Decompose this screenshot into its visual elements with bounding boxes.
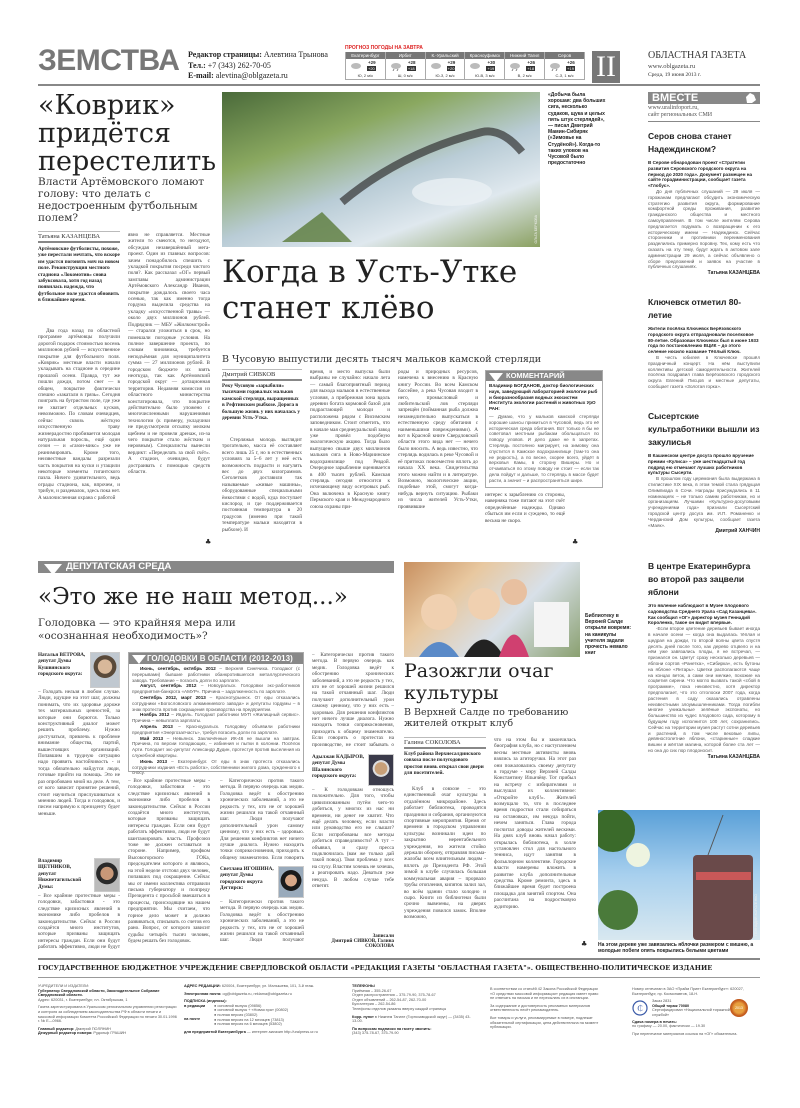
deadline-label: Сдача номера в печать:	[632, 1019, 677, 1024]
speaker-vetrova	[38, 652, 120, 843]
speaker-name: Адылжан КАДЫРОВ,	[312, 754, 365, 760]
news-lead: Это явление наблюдают в Музее плодового садоводства Среднего Урала «Сад Казанцева». Как сообщил «ОГ» директор музея Геннадий Короленко, такое он видит впервые.	[648, 603, 757, 626]
recorded-by	[312, 934, 394, 949]
library-photo-caption: Библиотеку в Верхней Салде открыли вовремя: на каникулы учителя задали прочесть немало книг	[585, 613, 632, 657]
rain-cloud-icon	[390, 62, 402, 71]
igoshina-text-top	[220, 778, 304, 860]
hunger-strikes-title: ГОЛОДОВКИ В ОБЛАСТИ (2012-2013)	[147, 654, 293, 663]
vmeste-site-desc: сайт региональных СМИ	[648, 112, 713, 118]
hunger-strike-text: – Ивдель. Голодают работники МУП «Жилищный сервис». Причина – невыплата зарплаты.	[132, 712, 300, 724]
header-rule	[38, 84, 760, 86]
vmeste-rubric	[648, 92, 760, 104]
circulation: Общий тираж 70080	[652, 1003, 690, 1008]
footer-email-label: Электронная почта:	[184, 991, 222, 996]
footer-banner-rule	[38, 977, 760, 978]
circulation-seal-icon	[632, 999, 648, 1017]
duty-editor: Рудольф ГРАШИН	[93, 1031, 127, 1036]
svg-text:₵: ₵	[637, 1004, 643, 1014]
subscription-label: ПОДПИСКА (индексы):	[184, 999, 227, 1004]
speaker-name: Владимир ЩЕТНИКОВ,	[38, 858, 72, 871]
hunger-strike-date: Апрель 2013	[140, 723, 173, 729]
portrait-shchetnikov	[94, 858, 120, 892]
sub-question-label: По вопросам подписки на газету звонить:	[352, 1026, 432, 1031]
tower-and-leaves-illustration	[598, 810, 760, 940]
sterlyad-title: Когда в Усть-Утке станет клёво	[222, 254, 518, 326]
paper-info	[648, 50, 793, 78]
weather-night-temp: +18	[407, 66, 415, 71]
news-item	[648, 410, 760, 534]
order-number: Заказ 2831	[652, 999, 672, 1004]
news-lead: В Кашинском центре досуга прошло вручение премии «Кулиса» – уже шестнадцатый год подряд ею отмечают лучших работников культуры Сысерти.	[648, 453, 754, 476]
news-title: В центре Екатеринбурга во второй раз зацвели яблони	[648, 561, 751, 597]
section-title: ЗЕМСТВА	[38, 44, 180, 77]
speaker-role: депутат Нижнетагильской Думы:	[38, 870, 82, 890]
weather-city	[505, 52, 545, 79]
speaker-igoshina	[220, 866, 304, 943]
vmeste-label: ВМЕСТЕ	[652, 92, 699, 104]
hunger-strike-item	[132, 695, 300, 712]
apple-caption: На этом дереве уже завязались яблочки размером с вишню, а молодые побеги опять покрылись белыми цветами	[598, 942, 754, 955]
sterlyad-col1: Стерляжья молодь выглядит трогательно, масса её составляет всего лишь 25 г, но в естественных условиях за 5–6 лет у неё есть возможность подрасти и нагулять вес до двух килограммов. Сеголетков доставили так называемые «живые машины», оборудованные специальными ёмкостями с водой, куда поступает кислород и где поддерживается постоянная температура в 20 градусов (именно при такой температуре мальки находятся в рыбхозе). И	[222, 437, 302, 533]
speaker-name: Наталья ВЕТРОВА,	[38, 652, 86, 658]
subscription-index: основной выпуск + «Новая эра» (00802)	[217, 1008, 289, 1013]
hunger-strike-item	[132, 736, 300, 759]
rain-cloud-icon	[509, 62, 521, 71]
speaker-kadyrov	[312, 754, 394, 903]
award-seal-icon	[730, 999, 748, 1017]
kadyrov-intro-column	[312, 652, 394, 748]
duty-editor-label: Дежурный редактор номера:	[38, 1031, 93, 1036]
deputy-rubric	[38, 561, 394, 573]
hunger-strike-item	[132, 683, 300, 695]
weather-wind: Ю, 2 м/с	[357, 73, 374, 78]
weather-wind: Ю-В, 3 м/с	[475, 73, 495, 78]
phone-label: Тел.:	[188, 60, 206, 70]
weather-city-name: Ирбит	[386, 52, 425, 59]
cloud-icon	[350, 62, 362, 71]
sterlyad-lead: Реку Чусовую «зарыбили» тысячами годовалых мальков камской стерляди, выращенных в Рефтинском рыбхозе. Дорога в большую жизнь у них началась у деревни Усть-Утка.	[222, 383, 300, 422]
sub-post-label: на почте	[184, 1017, 201, 1022]
weather-city-name: Красноуфимск	[465, 52, 504, 59]
address: 620004, Екатеринбург, ул. Малышева, 101, 3-й этаж.	[221, 984, 315, 988]
hunger-strike-text: – Верхняя Синячиха. Голодают (с перерывами) бывшие работники обанкротившегося металлургического завода. Требование – погасить долги по зарплате.	[132, 666, 300, 683]
sub-question-phones: (343) 375-78-67, 375-79-90	[352, 1031, 399, 1036]
footer-print	[632, 987, 760, 1036]
news-item	[648, 296, 760, 390]
hunger-strike-text: – Красноуральск. Голодовку объявили работники предприятия «Энергозапчасть», требуя погасить долги по зарплате.	[132, 723, 300, 735]
weather-city	[426, 52, 466, 79]
weather-city-name: Нижний Тагил	[505, 52, 544, 59]
paper-site[interactable]: www.oblgazeta.ru	[648, 63, 696, 70]
hunger-strike-item	[132, 759, 300, 776]
founders-address: Адрес: 620031, г. Екатеринбург, пл. Октябрьская, 1	[38, 997, 128, 1002]
comment-text: — Думаю, что у мальков камской стерляди хорошие шансы прижиться в Чусовой, ведь это её историческая среда обитания. Вот только я бы не советовал местным рыбакам обольщаться по поводу уловов. И дело даже не в запретах. Стерлядь постоянно мигрирует, на зимовку она спустится в Камское водохранилище (там-то она не редкость), а по весне, скорее всего, уйдёт в верховья Камы, в сторону Вишеры. Но и отчаиваться по этому поводу не стоит — если так дела пойдут и дальше, то стерлядь в массе будет расти, а значит – и распространяться шире.	[489, 413, 599, 483]
corr: в Нижнем Тагиле (Горнозаводской округ) — (3435) 43-13-00.	[352, 1014, 471, 1024]
footer-legal	[490, 987, 600, 1030]
end-mark-icon: ♣	[572, 538, 579, 546]
kovrik-title: «Коврик» придётся перестелить	[38, 90, 217, 177]
news-text: До дня публичных слушаний — 29 июля — горожанам предлагают обсудить экономическую стратегию развития округа, формирование комфортной среды проживания, развитие гражданского общества и местного самоуправления. В том числе жителям Серова предлагается подумать о возвращении к его историческому имени — Надеждинск. Сейчас сторонники и противники переименования разделились примерно поровну. Тех, кому есть что сказать на эту тему, будут ждать в актовом зале администрации 29 июля, а сейчас объявлено о сборе предложений и заявок на участие в публичных слушаниях.	[648, 188, 760, 270]
phone: +7 (343) 262-70-05	[207, 60, 271, 70]
hunger-strike-date: Август, сентябрь 2012	[140, 683, 197, 689]
paper-name: ОБЛАСТНАЯ ГАЗЕТА	[648, 50, 747, 61]
hunger-strikes-box	[128, 652, 304, 776]
hunger-strike-text: – Новоуральск. Голодовки экс-работников предприятия-банкрота «АМУР». Причина – задолженность по зарплате.	[132, 683, 300, 695]
weather-title: ПРОГНОЗ ПОГОДЫ НА ЗАВТРА	[345, 45, 423, 51]
issue-date: Среда, 19 июня 2013 г.	[648, 72, 701, 78]
fish-photo	[222, 92, 540, 247]
sterlyad-col4: интерес к зарыблению со стороны, наверняка тоже питают на этот счёт определённые надежды. Однако сбыться им если и суждено, то ещё весьма не скоро.	[485, 492, 565, 524]
news-author: Дмитрий ХАНЧИН	[715, 528, 760, 535]
weather-night-temp: +18	[527, 66, 535, 71]
news-text: В прошлом году церемония была выдержана в стилистике XIX века, в этом темой стала грядущая Олимпиада в Сочи. Награды присуждались в 11 номинациях – не только самим работникам, но и организациям. Лучшими «Культурно-досуговыми учреждениями года» признали Сысертский городской центр досуга им. И.П. Романенко и Черданский Дом культуры, сообщает газета «Маяк».	[648, 476, 760, 528]
deputy-title: «Это же не наш метод...»	[38, 584, 348, 610]
bullet-icon: ●	[214, 1017, 218, 1022]
subscription-index: полная версия на 12 месяцев (73813)	[217, 1017, 284, 1022]
weather-city-name: Серов	[545, 52, 584, 59]
portrait-kadyrov	[368, 754, 394, 786]
weather-wind: В, 2 м/с	[517, 73, 532, 78]
chief-editor: Дмитрий ПОЛЯНИН	[75, 1026, 111, 1031]
phones-label: ТЕЛЕФОНЫ	[352, 984, 375, 988]
weather-night-temp: +19	[567, 66, 574, 71]
weather-day-temp: +29	[447, 60, 456, 65]
salda-col2: что на этом бы и закончилась биография клуба, но с наступлением весны местные активисты вновь взялись за агиторучки. На этот раз они пожаловались своему депутату в гордуме - мэру Верхней Салды Константину Ильичёву. Тот прибыл на встречу с избирателями и выслушал их коллективное: «Откройте клуб!». Жителей возмущало то, что в последнее время подростки стали собираться на остановках, им некуда пойти, нечем заняться. Глава города посчитал доводы жителей вескими. На днях клуб вновь начал работу: открылась библиотека, в холле установлен стол для настольного тенниса, идут занятия в фольклорном коллективе. Городские власти намерены вложить в развитие клуба дополнительные средства. Кроме ремонта, здесь в ближайшее время будет построена площадка для занятий спортом. Она рассчитана на подростковую аудиторию.	[494, 737, 576, 910]
legal-2: За содержание и достоверность рекламных материалов ответственность несёт рекламодатель.	[490, 1003, 591, 1013]
legal-1: В соответствии со статьёй 42 Закона Российской Федерации «О средствах массовой информации» редакция имеет право не отвечать на письма и не пересылать их в инстанции.	[490, 987, 599, 1001]
reprint-notice: При перепечатке материалов ссылка на «ОГ» обязательна.	[632, 1031, 738, 1036]
weather-night-temp: +20	[368, 66, 375, 71]
portrait-vetrova	[90, 652, 120, 688]
news-lead: В Серове обнародован проект «Стратегии развития Серовского городского округа на период до 2020 года». Документ размещен на сайте горадминистрации, сообщает газета «Глобус».	[648, 160, 753, 189]
hunger-strike-text: – Краснотурьинск. От еды отказались сотрудники «Богословского алюминиевого завода» и депутаты гордумы – в знак протеста против сокращения производства на предприятии.	[132, 694, 301, 712]
kovrik-col2: явно не справляется. Местные жители то смеются, то негодуют, обсуждая незавершённый мега-проект. Один из главных вопросов: зачем понадобилось спешить с укладкой покрытия посреди чистого поля?. Как рассказал «ОГ» первый замглавы администрации Артёмовского Александр Иванов, покрытие дождалось своего часа осенью, так как именно тогда гордума выделила средства на укладку «искусственной травы» — около двух миллионов рублей. Подрядчик — МБУ «Жилкомстрой» — старался уложиться в срок, но помешали погодные условия. На полное завершение проекта, по словам чиновника, требуется неподъёмная для муниципалитета сумма — 27 миллионов рублей. В городском бюджете их взять неоткуда, так как Артёмовский городской округ — дотационная территория. Недавняя комиссия из областного министерства констатировала, что покрытие действительно было уложено с многочисленными нарушениями технологии (к примеру, укладчики не предусмотрели отсыпку мелким щебнем и не провели дренаж, из-за чего покрытие стало жёстким и неровным). Специалисты вынесли вердикт: «Переделать за свой счёт». А стадион, очевидно, будут достраивать с помощью средств области.	[128, 232, 210, 476]
subscription-index: основной выпуск (09856)	[217, 1003, 262, 1008]
speaker-text-continued: – Категорически против такого метода. В первую очередь как медик. Голодовка ведёт к обострению хронических заболеваний, а это не редкость у тех, кто не от хорошей жизни решился на такой отчаянный шаг. Люди получают дополнительный урон самому ценному, что у них есть – здоровью. Для решения конфликтов нет ничего лучше диалога. Нужно находить точки соприкосновения, приходить к общему знаменателю. Если говорить	[220, 778, 304, 860]
cloud-icon	[469, 62, 481, 71]
seal-year: 2013	[735, 1006, 743, 1011]
speaker-name: Светлана ИГОШИНА,	[220, 866, 274, 872]
recorded-label: Записали	[372, 934, 394, 939]
footer-banner: ГОСУДАРСТВЕННОЕ БЮДЖЕТНОЕ УЧРЕЖДЕНИЕ СВЕРДЛОВСКОЙ ОБЛАСТИ «РЕДАКЦИЯ ГАЗЕТЫ "ОБЛАСТНАЯ ГАЗЕТА"». ОБЩЕСТВЕННО-ПОЛИТИЧЕСКОЕ ИЗДАНИЕ	[38, 964, 713, 972]
corr-label: Корр. пункт	[352, 1014, 374, 1019]
speaker-text: – К голодовкам отношусь положительно. Для того, чтобы цивилизованным путём чего-то добиться, у многих из нас ни времени, ни денег не хватит. Что ещё делать человеку, если власти или руководство его не слышат? Если испробованы все методы добиться справедливости? А тут – объявил, и сразу пресса подключилась (вам же только дай такой повод). Твоя проблема у всех на слуху. Властям хочешь не хочешь, а реагировать надо. Деваться уже некуда. В любом случае тебе ответят.	[312, 787, 394, 890]
sub-editorial-label: в редакции	[184, 1003, 206, 1008]
weather-day-temp: +26	[567, 60, 575, 65]
recorded-names: Дмитрий СИВКОВ, Галина СОКОЛОВА	[331, 939, 394, 949]
hunger-strike-text: – Невьянск. Заключённые ИК-46 не вышли на завтрак. Причина, по версии голодающих, – избиения и пытки в колонии. Посёлок Арти. Голодает экс-депутат Александр Дудин, протестуя против выселения из служебной квартиры.	[132, 735, 300, 758]
phone-line: Бухгалтерия – 262-54-86	[352, 1002, 396, 1007]
weather-city	[465, 52, 505, 79]
subscription-item	[214, 1022, 288, 1027]
weather-day-temp: +29	[368, 60, 376, 65]
weather-day-temp: +28	[407, 60, 416, 65]
footer-phones	[352, 984, 472, 1036]
region-map-icon	[744, 92, 758, 104]
legal-3: Все товары и услуги, рекламируемые в номере, подлежат обязательной сертификации, цена действительна на момент публикации.	[490, 1015, 599, 1030]
speaker-text-continued: – Все крайние протестные меры - голодовки, забастовки - это следствие кризисных явлений в экономике либо пробелов в законодательстве. Сейчас в России создаётся много институтов, которые призваны защищать интересы граждан. Если они будут работать эффективно, люди не будут шантажировать власть. Профсоюз тоже не должен оставаться в стороне. Например, профком Высокогорского ГОКа, председателем которого я являюсь, на этой неделе отстоял двух человек, попавших под сокращение. Сейчас мы от имени коллектива отправили письма губернатору и полпреду Президента с просьбой вмешаться в процессы, происходящие на нашем предприятии. Мы считаем, что горное дело может и должно развиваться, списывать со счетов его рано. Вопрос, от которого зависит судьбы четырёх тысяч человек, будем решать без голодовок.	[128, 778, 210, 945]
children-reading-illustration	[404, 562, 580, 657]
sterlyad-col2: время, и место выпуска были выбраны не случайно: начало лета — самый благоприятный период для выхода мальков в естественные условия, а прибрежная зона вдоль деревни богата кормовой базой для подрастающей молоди и расположена рядом с Висимским заповедником. Стоит отметить, что в начале мая среднеуральский завод уже провёл подобную экологическую акцию. Тогда было выпущено свыше двух миллионов мальков сига в Ново-Мариинское водохранилище под Ревдой. Очередное зарыбление оценивается в 400 тысяч рублей. Камская стерлядь сегодня относится к исчезающему виду осетровых рыб. Она включена в Красную книгу Пермского края и Международного союза охраны при-	[310, 369, 390, 510]
editor-info	[188, 50, 338, 82]
certified: Сертифицирован «Национальной тиражной службой»	[652, 1008, 730, 1017]
end-mark-icon: ♣	[581, 940, 588, 948]
apple-tree-photo	[598, 810, 760, 940]
deputy-subtitle: Голодовка — это крайняя мера или «осознанная необходимость»?	[38, 617, 236, 642]
portrait-igoshina	[278, 866, 304, 898]
weather-city-name: К.-Уральский	[426, 52, 465, 59]
weather-wind: С-З, 1 м/с	[555, 73, 574, 78]
speaker-role: депутат Думы Кушвинского городского округа:	[38, 658, 83, 678]
news-author: Татьяна КАЗАНЦЕВА	[707, 753, 760, 760]
hunger-strike-date: Июнь 2013	[140, 758, 168, 764]
weather-day-temp: +26	[527, 60, 535, 65]
hunger-strike-item	[132, 724, 300, 736]
weather-wind: Ю-З, 2 м/с	[435, 73, 455, 78]
shchetnikov-continued	[128, 778, 210, 948]
kovrik-lead: Артёмовские футболисты, похоже, уже перестали мечтать, что вскоре им удастся погонять мяч на новом поле. Реконструкция местного стадиона «Локомотив» снова забуксовала, хотя год назад появилась надежда, что футбольное поле удастся обновить в ближайшее время.	[38, 246, 120, 304]
speaker-text: – Голодать нельзя в любом случае. Люди, идущие на этот шаг, должны понимать, что их здоровье дороже тех материальных ценностей, за которые они борются. Только конструктивный диалог может решить проблему. Нужно достучаться, привлечь к проблеме внимание общества, партий, вышестоящих организаций. Попавшим в трудную ситуацию надо проявить настойчивость - и тогда обязательно найдутся люди, готовые прийти на помощь. Это не раз опробовано мной на деле. А тем, от кого зависит принятие решений, стоит научиться прислушиваться к мнению людей. Тогда и голодовок, и писем напрямую к президенту будет меньше.	[38, 689, 120, 817]
kovrik-author: Татьяна КАЗАНЦЕВА	[38, 231, 120, 243]
cloud-icon	[430, 62, 442, 71]
comment-author: Владимир БОГДАНОВ, доктор биологических наук, заведующий лабораторией экологии рыб и биоразнообразия водных экосистем Института экологии растений и животных УрО РАН:	[489, 383, 598, 412]
weather-city	[346, 52, 386, 79]
speaker-role: депутат Думы городского округа Дегтярск:	[220, 872, 263, 892]
fish-in-water-illustration	[222, 92, 540, 247]
library-photo	[404, 562, 580, 657]
bullet-icon: ●	[214, 1012, 218, 1017]
photo-credit: ОЛЬГА БЕРКОВА	[534, 214, 538, 243]
triangle-marker-icon	[132, 655, 146, 664]
footer-founders	[38, 984, 178, 1036]
hunger-strike-date: Сентябрь 2012, март 2013	[140, 694, 206, 700]
hunger-strikes-header	[129, 653, 303, 664]
comment-title: КОММЕНТАРИЙ	[506, 371, 565, 380]
editor-name: Алевтина Трынова	[263, 50, 328, 59]
weather-night-temp: +20	[447, 66, 455, 71]
enterprises[interactable]: — интернет-магазин http://uralpress.ur.ru	[246, 1029, 318, 1034]
weather-city	[386, 52, 426, 79]
hunger-strike-item	[132, 712, 300, 724]
photo-credit: ГЕННАДИЙ КОРОЛЕНКО	[754, 894, 758, 936]
triangle-marker-icon	[489, 373, 503, 382]
salda-title: Разожгли очаг культуры	[404, 660, 554, 704]
kovrik-subtitle: Власти Артёмовского ломают голову: что делать с недостроенным футбольным полем?	[38, 176, 205, 224]
phone-line: Приёмная – 355-26-67	[352, 988, 392, 993]
enterprises-label: для предприятий Екатеринбурга	[184, 1029, 246, 1034]
sterlyad-author: Дмитрий СИВКОВ	[222, 369, 302, 381]
email-label: E-mail:	[188, 71, 214, 80]
printed-at: Номер отпечатан в ЗАО «Прайм Принт Екатеринбург»: 620027, Екатеринбург, пр. Космонавтов, 18-Н.	[632, 987, 744, 996]
weather-city	[545, 52, 585, 79]
deadline: по графику — 20.00, фактически — 19.30	[632, 1024, 706, 1029]
comment-box	[485, 370, 603, 488]
footer-email[interactable]: og@oblgazeta.ru, reklama@oblgazeta.ru	[222, 991, 292, 996]
sterlyad-subtitle: В Чусовую выпустили десять тысяч мальков камской стерляди	[222, 354, 542, 365]
speaker-text: – Категорически против такого метода. В первую очередь как медик. Голодовка ведёт к обострению хронических заболеваний, а это не редкость у тех, кто не от хорошей жизни решился на такой отчаянный шаг. Люди получают	[220, 899, 304, 943]
weather-night-temp: +19	[487, 66, 495, 71]
phone-line: Отдел распространения – 375-79-90, 375-78-67	[352, 993, 436, 998]
footer-top-rule	[38, 958, 760, 960]
editor-label: Редактор страницы:	[188, 50, 262, 59]
hunger-strike-item	[132, 666, 300, 683]
bullet-icon: ●	[214, 1022, 218, 1027]
weather-forecast	[345, 45, 585, 80]
phone-line: Отдел объявлений – 262-54-87, 262-70-00	[352, 997, 427, 1002]
news-lead: Жители посёлка Ключевск Берёзовского городского округа отпраздновали поселковое 80-летие. Образован Ключевск был в июне 1933 года по постановлению ВЦИК – до этого селение носило название Тёплый Ключ.	[648, 326, 759, 355]
hunger-strike-text: – Екатеринбург. От еды в знак протеста отказались сотрудники издания «Есть работа», собственники жилого дома, сужденного к сносу.	[132, 758, 300, 776]
weather-day-temp: +30	[487, 60, 496, 65]
deputy-rubric-label: ДЕПУТАТСКАЯ СРЕДА	[66, 561, 172, 572]
sterlyad-col3: роды и природных ресурсов, намечена к внесению в Красную книгу России. Во всем Камском бассейне, а река Чусовая входит в него, промысловый и любительский лов стерляди запрещён (пойманная рыба должна незамедлительно выпускаться в естественную среду обитания с наименьшими повреждениями). А вот в Красной книге Свердловской области этого вида нет — нечего было вносить. А ведь известно, что стерлядь водилась в реке Чусовой и её притоках повсеместно вплоть до начала XX века. Свидетельства этого можно найти и в литературе. Возможно, экологические акции, подобные этой, смогут когда-нибудь вернуть ситуацию. Рыбаки из числа жителей Усть-Утки, проявившие	[398, 369, 478, 510]
hunger-strike-date: Ноябрь 2012	[140, 712, 170, 718]
vmeste-site[interactable]: www.uralinfoport.ru,	[648, 105, 699, 111]
news-title: Ключевск отметил 80-летие	[648, 297, 742, 320]
email-link[interactable]: alevtina@oblgazeta.ru	[215, 71, 288, 80]
hunger-strike-date: Май 2013	[140, 735, 164, 741]
speaker-text: – Все крайние протестные меры - голодовки, забастовки - это следствие кризисных явлений в экономике либо пробелов в законодательстве. Сейчас в России создаётся много институтов, которые призваны защищать интересы граждан. Если они будут работать эффективно, люди не будут	[38, 893, 120, 951]
speaker-role: депутат Думы Шалинского городского округа:	[312, 760, 357, 780]
fish-caption: «Добыча была хорошая: два больших сига, несколько судаков, щука и целых пять штук стерлядей», — писал Дмитрий Мамин-Сибиряк («Зимовье на Студёной»). Когда-то таких уловов на Чусовой было предостаточно	[548, 92, 606, 167]
news-author: Татьяна КАЗАНЦЕВА	[707, 270, 760, 277]
salda-author: Галина СОКОЛОВА	[404, 737, 486, 749]
weather-city-name: Екатеринбург	[346, 52, 385, 59]
page-number: II	[592, 51, 620, 83]
bullet-icon: ●	[214, 1008, 218, 1013]
founders: Губернатор Свердловской области, Законодательное Собрание Свердловской области.	[38, 988, 160, 998]
salda-col1: Клуб в совхозе – это единственный очаг культуры в отдалённом микрорайоне. Здесь работает библиотека, проводятся праздники и собрания, организуются спортивные мероприятия. Время от времени в городском управлении культуры возникали идеи по закрытию нерентабельного учреждения, но жители стойко держали оборону, отправляя письма-жалобы всем влиятельным людям - вплоть до Президента РФ. Этой зимой в клубе случилась большая коммунальная авария – прорвало трубы отопления, кипяток залил зал, во всём здании стало холодно и сыро. Книги из библиотеки были срочно вывезены, на дверях учреждения повился замок. Вполне возможно,	[404, 786, 486, 921]
news-text: -Если второе цветение деревьев бывает иногда в начале осени — когда она выдалась тёплая и щедрая на дожди, то второй волны цвета спустя десять дней после того, как дерево отцвело и на нём уже завязались плоды, я не встречал, — признался он. Цветут сразу несколько деревьев — яблони сортов «Ранетка», «Сибирка», есть бутоны на яблоне «Янтарь». Цветки располагаются чаще на концах веток, а сами они мелкие, похожие на соцветия сирени. Что могло вызвать такой «сбой в программе», пока неизвестно, хотя директор предполагает, что это отголоски 2007 года, когда растения в саду оказались отравлены неизвестными злоумышленниками. Тогда погибли многие уникальные зелёные экспонаты, но большинство из чудес плодового сада, которому в будущем году исполнится 100 лет, сохранились. Сейчас на территории музея растут сотни деревьев и растений, в том числе вековые липы, девяностолетние яблони, «старинные» сладкие вишни и жёлтая малина, которой более ста лет — но она до сих пор плодоносит.	[648, 626, 760, 753]
speaker-shchetnikov	[38, 858, 120, 951]
news-title: Сысертские культработники вышли из закулисья	[648, 411, 760, 447]
registration: Газета зарегистрирована в Уральском региональном управлении регистрации и контроля за соблюдением законодательства РФ в области печати и массовой информации Комитета Российской Федерации по печати 30.01.1996 г. № Е—0966.	[38, 1005, 177, 1024]
rain-cloud-icon	[549, 62, 561, 71]
footer-address	[184, 984, 344, 1034]
comment-rubric	[486, 371, 602, 381]
chief-editor-label: Главный редактор:	[38, 1026, 75, 1031]
news-text: В честь юбилея в Ключевске прошёл праздничный концерт. На нём выступили коллективы детской самодеятельности. Жителей посёлка поздравил глава Берёзовского городского округа Евгений Писцов и местные депутаты, сообщает газета «Золотая горка».	[648, 354, 760, 389]
subscription-index: полная версия на 6 месяцев (53802)	[217, 1022, 282, 1027]
vmeste-source	[648, 105, 760, 122]
speaker-text-continued: – Категорически против такого метода. В первую очередь как медик. Голодовка ведёт к обострению хронических заболеваний, а это не редкость у тех, кто не от хорошей жизни решился на такой отчаянный шаг. Люди получают дополнительный урон самому ценному, что у них есть – здоровью. Для решения конфликтов нет ничего лучше диалога. Нужно находить точки соприкосновения, приходить к общему знаменателю. Если говорить о протестах на производстве, не стоит забывать о	[312, 652, 394, 748]
salda-subtitle: В Верхней Салде по требованию жителей открыт клуб	[404, 707, 569, 729]
weather-wind: Ш, 0 м/с	[397, 73, 413, 78]
hunger-strike-date: Июнь, сентябрь, октябрь 2012	[140, 666, 216, 671]
triangle-marker-icon	[44, 564, 62, 575]
kovrik-col1: Два года назад по областной программе артёмовцы получили дорогой подарок стоимостью восемь миллионов рублей — искусственное покрытие для футбольного поля. «Коврик» местные власти начали укладывать на стадионе в середине прошлой осени. Правда, тут же пошли дожди, потом снег — в общем, покрытие фактически спешно «закатали в грязь». Сегодня поиграть на бугристом поле, где уже не хватает отдельных кусков, невозможно. По словам очевидцев, сейчас сквозь жёсткую искусственную траву жизнерадостно пробивается молодая натуральная поросль, ещё один сезон — и «газон-микс» уже не реанимировать. Кроме того, неизвестные вандалы разрезали часть покрытия на куски и утащили некоторые элементы гигантского пазла. Ничего удивительного, ведь ограды стадиона, как, впрочем, и трибун, и раздевалок, здесь пока нет. А малочисленная охрана с работой	[38, 328, 120, 501]
news-title: Серов снова станет Надеждинском?	[648, 131, 732, 154]
salda-lead: Клуб района Верхнесалдинского совхоза после полугодового простоя вновь открыл свои двери для посетителей.	[404, 751, 484, 777]
address-label: АДРЕС РЕДАКЦИИ:	[184, 984, 221, 988]
founders-label: УЧРЕДИТЕЛИ И ИЗДАТЕЛИ:	[38, 984, 90, 988]
phone-line: Телефоны отделов указаны вверху каждой страницы	[352, 1006, 447, 1011]
news-item	[648, 130, 760, 276]
news-item	[648, 560, 760, 760]
bullet-icon: ●	[214, 1003, 218, 1008]
end-mark-icon: ♣	[205, 538, 212, 546]
subscription-index: полная версия (03802)	[217, 1012, 258, 1017]
